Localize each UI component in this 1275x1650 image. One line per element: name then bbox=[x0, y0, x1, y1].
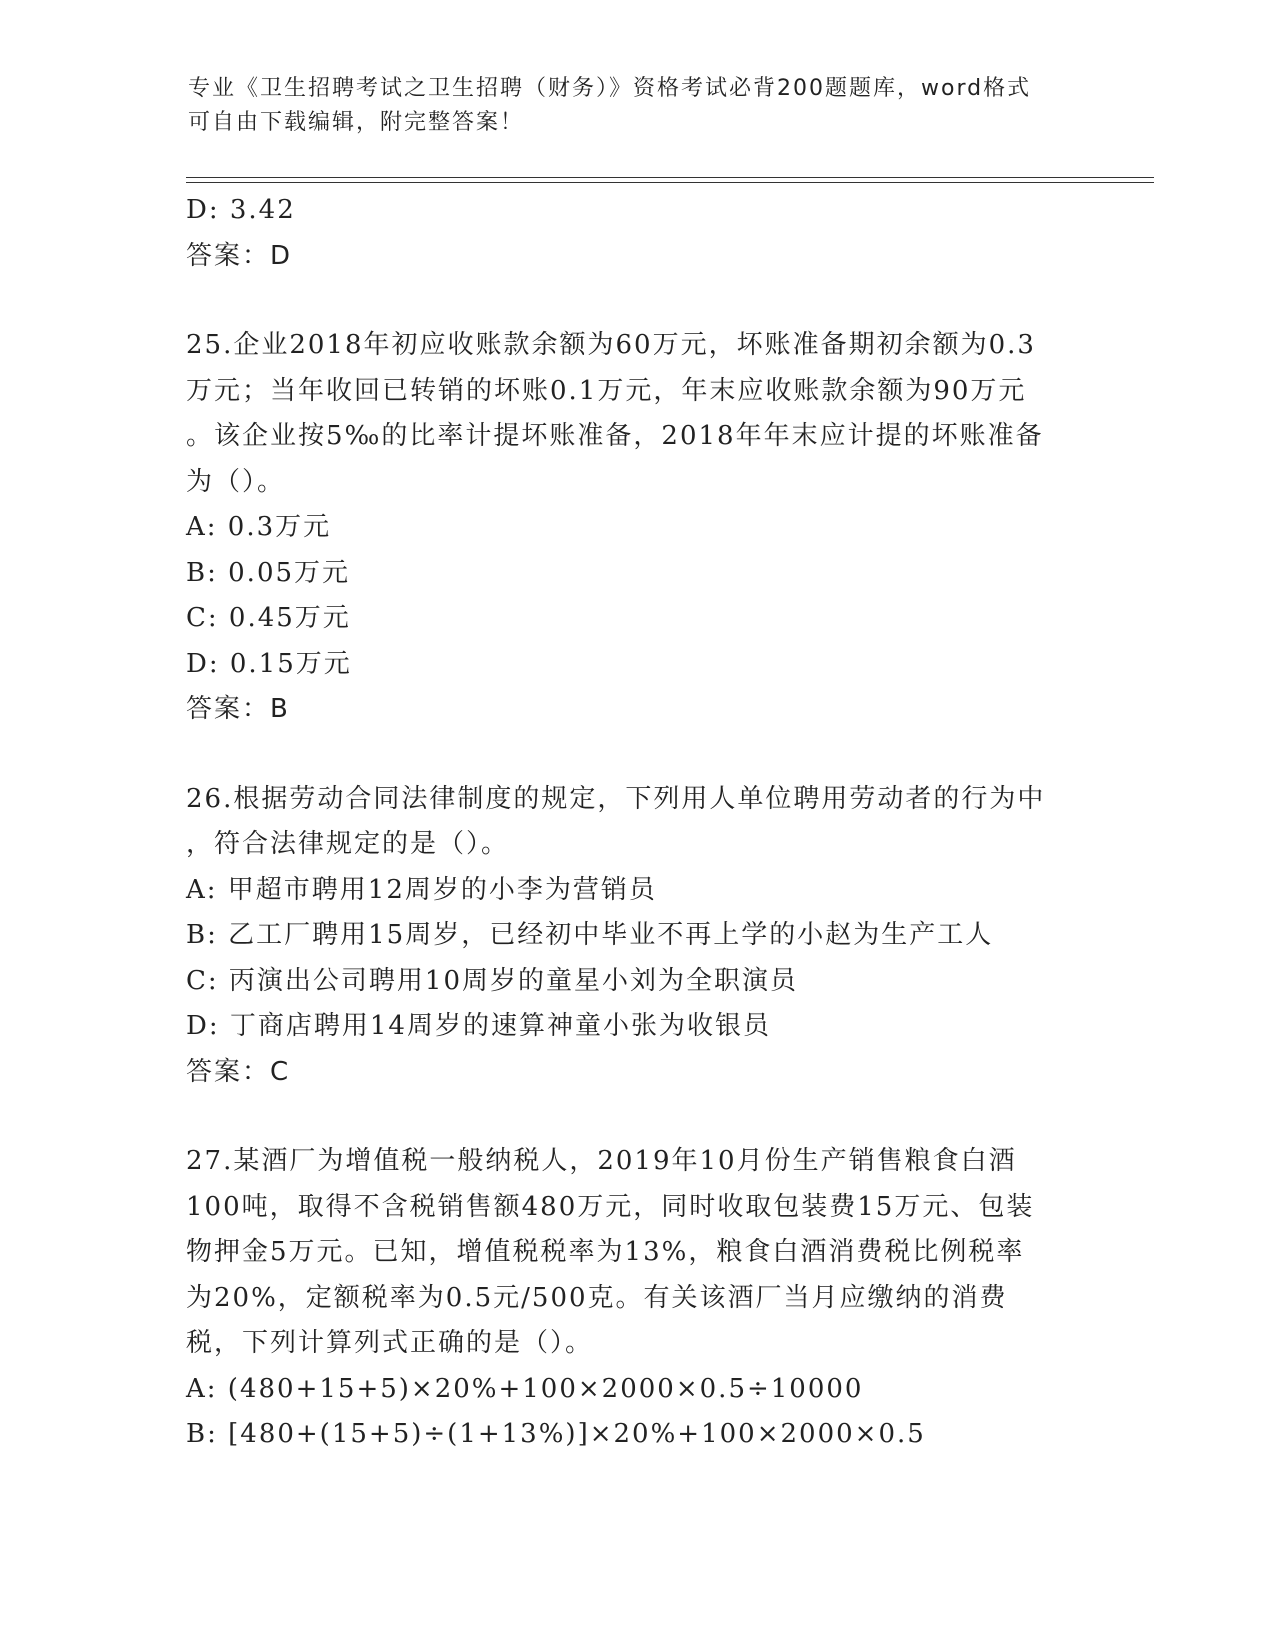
option-b: B: [480+(15+5)÷(1+13%)]×20%+100×2000×0.5 bbox=[186, 1419, 926, 1449]
question-text-line: ，符合法律规定的是（）。 bbox=[186, 829, 510, 859]
option-b: B: 乙工厂聘用15周岁，已经初中毕业不再上学的小赵为生产工人 bbox=[186, 920, 994, 950]
question-text-line: 为（）。 bbox=[186, 466, 286, 497]
question-text-line: 。该企业按5‰的比率计提坏账准备，2018年年末应计提的坏账准备 bbox=[186, 421, 1044, 451]
option-d: D: 丁商店聘用14周岁的速算神童小张为收银员 bbox=[186, 1011, 771, 1041]
question-text-line: 25.企业2018年初应收账款余额为60万元，坏账准备期初余额为0.3 bbox=[186, 330, 1036, 360]
question-text-line: 物押金5万元。已知，增值税税率为13%，粮食白酒消费税比例税率 bbox=[186, 1237, 1025, 1267]
header-title-line-1: 专业《卫生招聘考试之卫生招聘（财务）》资格考试必背200题题库，word格式 bbox=[188, 76, 1032, 101]
option-a: A: 甲超市聘用12周岁的小李为营销员 bbox=[186, 874, 657, 905]
option-a: A: (480+15+5)×20%+100×2000×0.5÷10000 bbox=[186, 1373, 864, 1404]
question-25 bbox=[186, 323, 1086, 733]
question-27 bbox=[186, 1139, 1086, 1458]
document-header bbox=[188, 72, 1088, 140]
option-c: C: 丙演出公司聘用10周岁的童星小刘为全职演员 bbox=[186, 965, 799, 996]
option-d: D: 3.42 bbox=[186, 195, 296, 225]
option-d: D: 0.15万元 bbox=[186, 648, 352, 679]
header-double-rule bbox=[186, 177, 1154, 183]
spacer bbox=[186, 733, 1086, 777]
question-text-line: 26.根据劳动合同法律制度的规定，下列用人单位聘用劳动者的行为中 bbox=[186, 783, 1046, 814]
question-text-line: 27.某酒厂为增值税一般纳税人，2019年10月份生产销售粮食白酒 bbox=[186, 1146, 1017, 1176]
question-content bbox=[186, 188, 1086, 1458]
question-text-line: 为20%，定额税率为0.5元/500克。有关该酒厂当月应缴纳的消费 bbox=[186, 1282, 1008, 1313]
answer-label: 答案：C bbox=[186, 1056, 291, 1087]
option-b: B: 0.05万元 bbox=[186, 557, 351, 588]
answer-label: 答案：D bbox=[186, 240, 293, 271]
answer-label: 答案：B bbox=[186, 694, 290, 724]
option-c: C: 0.45万元 bbox=[186, 603, 351, 633]
question-text-line: 万元；当年收回已转销的坏账0.1万元，年末应收账款余额为90万元 bbox=[186, 375, 1027, 406]
option-a: A: 0.3万元 bbox=[186, 512, 332, 542]
spacer bbox=[186, 279, 1086, 323]
question-text-line: 100吨，取得不含税销售额480万元，同时收取包装费15万元、包装 bbox=[186, 1191, 1035, 1222]
question-text-line: 税，下列计算列式正确的是（）。 bbox=[186, 1328, 594, 1358]
spacer bbox=[186, 1095, 1086, 1139]
question-26 bbox=[186, 777, 1086, 1096]
header-title-line-2: 可自由下载编辑，附完整答案！ bbox=[188, 110, 525, 135]
